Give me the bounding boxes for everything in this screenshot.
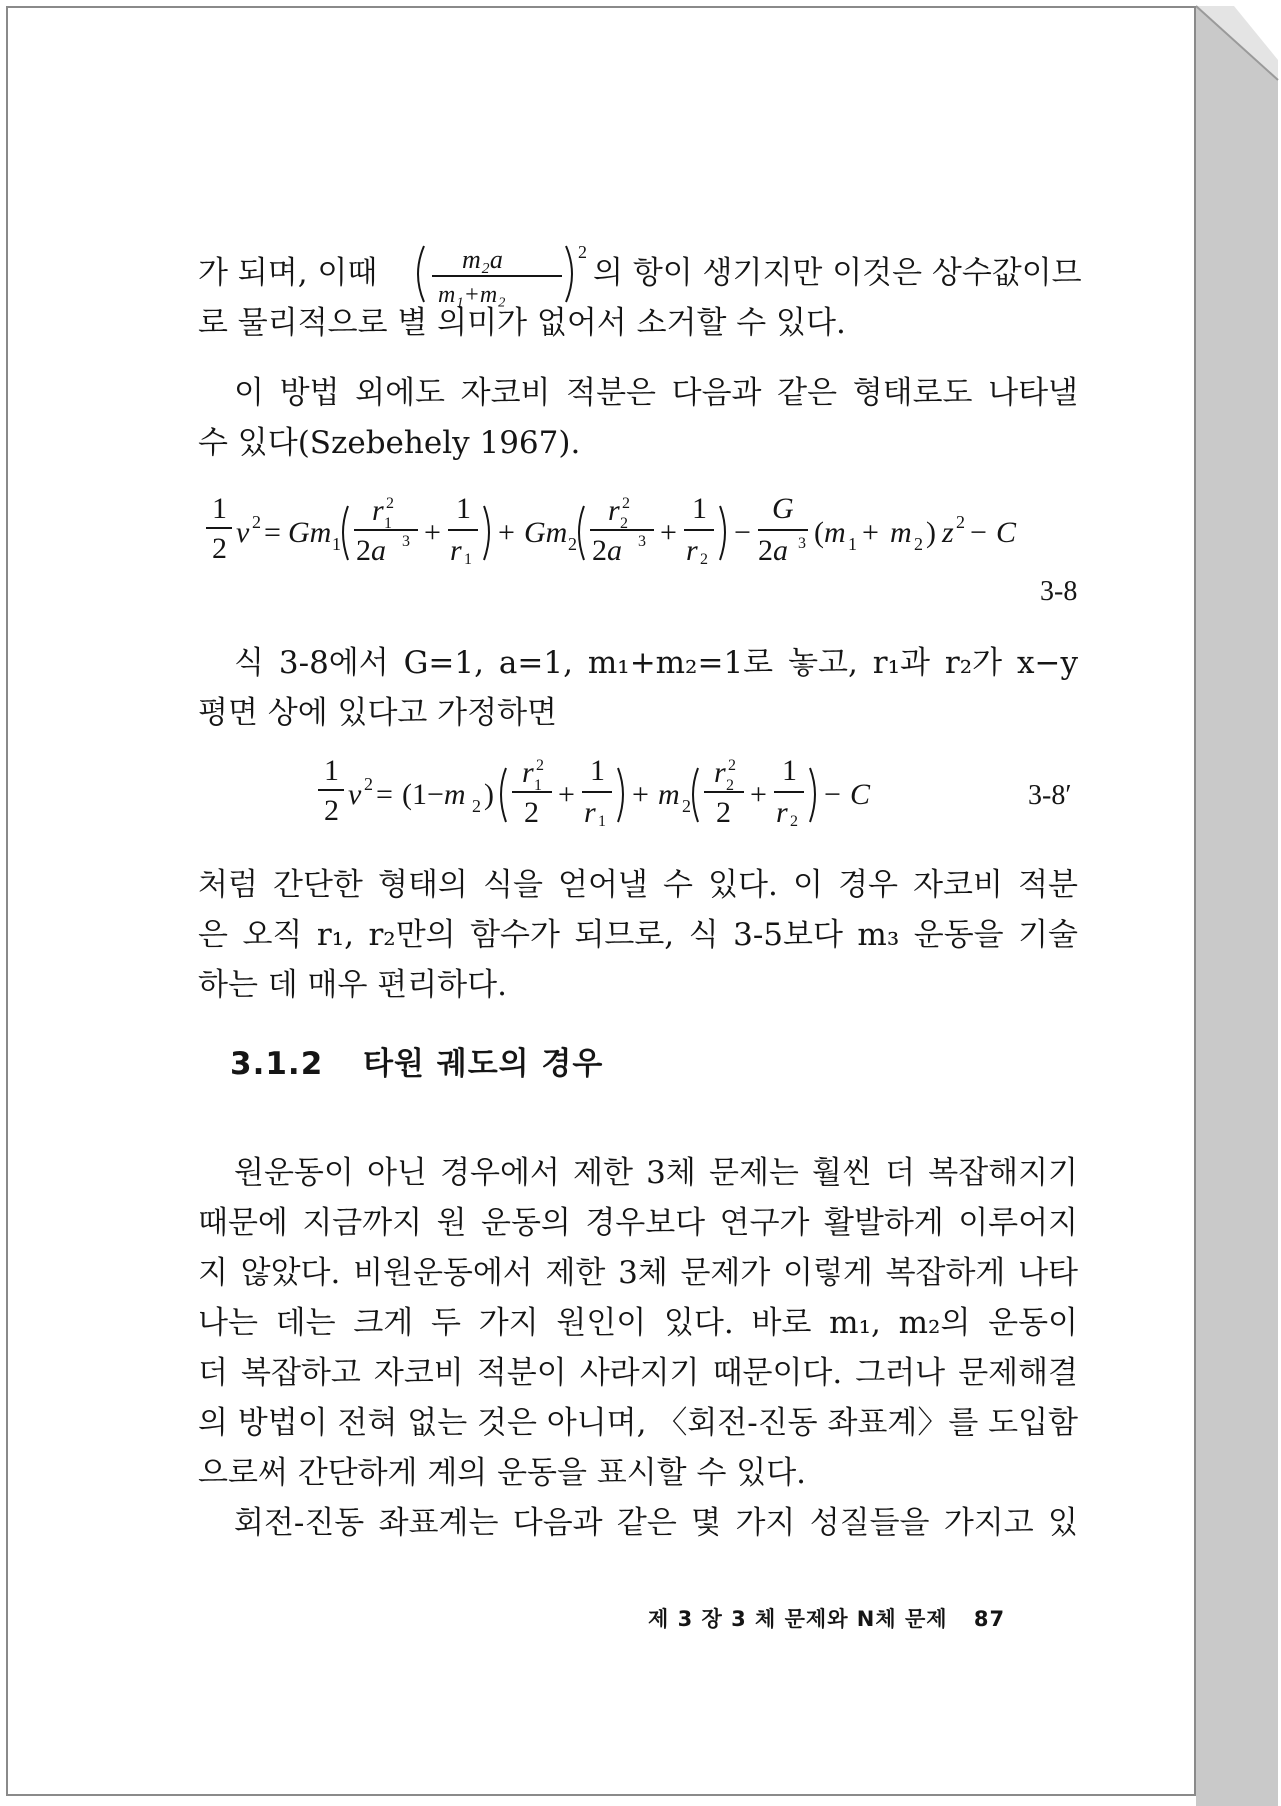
paragraph-5-line-6: 의 방법이 전혀 없는 것은 아니며, 〈회전-진동 좌표계〉를 도입함 — [198, 1405, 1078, 1441]
svg-text:1: 1 — [456, 492, 471, 525]
fraction-denominator: m₁+m₂ — [438, 282, 506, 308]
book-page — [6, 6, 1196, 1796]
equation-number-3-8-prime: 3-8′ — [1028, 780, 1072, 811]
svg-text:v: v — [236, 516, 250, 549]
paragraph-6 — [198, 1498, 1078, 1548]
paragraph-5 — [198, 1148, 1078, 1498]
footer-chapter: 제 3 장 3 체 문제와 N체 문제 — [648, 1607, 948, 1631]
svg-text:−: − — [734, 516, 751, 549]
svg-text:+: + — [424, 516, 441, 549]
svg-text:): ) — [484, 778, 494, 811]
paragraph-1-line-1-start: 가 되며, 이때 — [198, 255, 378, 291]
svg-text:1: 1 — [332, 534, 341, 554]
svg-text:): ) — [926, 516, 936, 549]
svg-text:1: 1 — [782, 754, 797, 787]
svg-text:1: 1 — [598, 813, 606, 830]
svg-text:(m: (m — [814, 516, 846, 549]
svg-text:2: 2 — [620, 515, 628, 532]
fraction-numerator: m₂a — [462, 245, 503, 274]
paragraph-2-line-1: 이 방법 외에도 자코비 적분은 다음과 같은 형태로도 나타낼 — [234, 375, 1078, 411]
inline-fraction — [408, 240, 608, 310]
paragraph-1 — [198, 248, 1082, 348]
svg-text:2a: 2a — [758, 534, 788, 567]
svg-text:2: 2 — [716, 796, 731, 829]
svg-text:r: r — [450, 534, 462, 567]
svg-text:2: 2 — [700, 551, 708, 568]
svg-text:3: 3 — [402, 533, 410, 550]
equation-3-8-prime — [314, 750, 934, 830]
paragraph-1-line-1-end: 의 항이 생기지만 이것은 상수값이므 — [593, 255, 1082, 291]
svg-text:r: r — [584, 796, 596, 829]
svg-text:r: r — [776, 796, 788, 829]
svg-text:m: m — [890, 516, 912, 549]
svg-text:1: 1 — [590, 754, 605, 787]
svg-text:2: 2 — [536, 757, 544, 774]
svg-text:+: + — [862, 516, 879, 549]
svg-text:1: 1 — [534, 777, 542, 794]
svg-text:1: 1 — [212, 492, 227, 525]
paragraph-3 — [198, 638, 1078, 738]
svg-text:2: 2 — [682, 796, 691, 816]
svg-text:3: 3 — [798, 535, 806, 552]
svg-text:2: 2 — [956, 512, 965, 532]
paragraph-5-line-5: 더 복잡하고 자코비 적분이 사라지기 때문이다. 그러나 문제해결 — [198, 1355, 1078, 1391]
svg-text:2: 2 — [914, 534, 923, 554]
equation-3-8 — [202, 488, 1102, 568]
svg-text:r: r — [686, 534, 698, 567]
svg-text:2a: 2a — [356, 534, 386, 567]
svg-text:r: r — [608, 494, 620, 527]
svg-text:2: 2 — [790, 813, 798, 830]
svg-text:+: + — [750, 778, 767, 811]
svg-text:r: r — [372, 494, 384, 527]
paragraph-4-line-3: 하는 데 매우 편리하다. — [198, 967, 507, 1003]
svg-text:+: + — [660, 516, 677, 549]
paragraph-5-line-3: 지 않았다. 비원운동에서 제한 3체 문제가 이렇게 복잡하게 나타 — [198, 1255, 1078, 1291]
svg-text:−: − — [824, 778, 841, 811]
paragraph-5-line-4: 나는 데는 크게 두 가지 원인이 있다. 바로 m₁, m₂의 운동이 — [198, 1305, 1078, 1341]
svg-text:r: r — [522, 756, 534, 789]
svg-text:1: 1 — [384, 515, 392, 532]
svg-text:+: + — [632, 778, 649, 811]
svg-text:2: 2 — [622, 495, 630, 512]
fraction-exponent: 2 — [578, 242, 587, 262]
svg-text:2: 2 — [324, 794, 339, 827]
paragraph-4-line-2: 은 오직 r₁, r₂만의 함수가 되므로, 식 3-5보다 m₃ 운동을 기술 — [198, 917, 1078, 953]
svg-text:−: − — [970, 516, 987, 549]
paragraph-5-line-1: 원운동이 아닌 경우에서 제한 3체 문제는 훨씬 더 복잡해지기 — [234, 1155, 1078, 1191]
svg-text:C: C — [996, 516, 1017, 549]
paragraph-4-line-1: 처럼 간단한 형태의 식을 얻어낼 수 있다. 이 경우 자코비 적분 — [198, 867, 1078, 903]
section-number: 3.1.2 — [230, 1046, 324, 1082]
svg-text:+: + — [558, 778, 575, 811]
paragraph-1-line-2: 로 물리적으로 별 의미가 없어서 소거할 수 있다. — [198, 305, 846, 341]
svg-text:3: 3 — [638, 533, 646, 550]
svg-text:1: 1 — [324, 754, 339, 787]
section-heading — [230, 1038, 603, 1083]
svg-text:2: 2 — [212, 532, 227, 565]
svg-text:z: z — [942, 516, 954, 549]
svg-text:2a: 2a — [592, 534, 622, 567]
paragraph-4 — [198, 860, 1078, 1010]
paragraph-6-line-1: 회전-진동 좌표계는 다음과 같은 몇 가지 성질들을 가지고 있 — [234, 1505, 1078, 1541]
svg-text:2: 2 — [472, 796, 481, 816]
svg-text:m: m — [658, 778, 680, 811]
paragraph-2 — [198, 368, 1078, 468]
paragraph-3-line-2: 평면 상에 있다고 가정하면 — [198, 695, 557, 731]
section-title: 타원 궤도의 경우 — [363, 1046, 604, 1082]
equation-number-3-8: 3-8 — [1040, 576, 1078, 607]
svg-text:1: 1 — [692, 492, 707, 525]
svg-text:Gm: Gm — [524, 516, 568, 549]
svg-text:2: 2 — [252, 512, 261, 532]
svg-text:+: + — [498, 516, 515, 549]
page-footer — [648, 1603, 1005, 1633]
svg-text:=: = — [264, 516, 281, 549]
svg-text:2: 2 — [728, 757, 736, 774]
svg-text:1: 1 — [464, 551, 472, 568]
svg-text:2: 2 — [364, 774, 373, 794]
page-number: 87 — [973, 1607, 1006, 1631]
svg-text:r: r — [714, 756, 726, 789]
svg-text:2: 2 — [386, 495, 394, 512]
svg-text:2: 2 — [524, 796, 539, 829]
svg-text:2: 2 — [726, 777, 734, 794]
svg-text:2: 2 — [568, 534, 577, 554]
svg-text:G: G — [772, 492, 794, 525]
paragraph-2-line-2: 수 있다(Szebehely 1967). — [198, 425, 581, 461]
paragraph-3-line-1: 식 3-8에서 G=1, a=1, m₁+m₂=1로 놓고, r₁과 r₂가 x−y — [234, 645, 1078, 681]
paragraph-5-line-2: 때문에 지금까지 원 운동의 경우보다 연구가 활발하게 이루어지 — [198, 1205, 1078, 1241]
svg-text:1: 1 — [848, 534, 857, 554]
paragraph-5-line-7: 으로써 간단하게 계의 운동을 표시할 수 있다. — [198, 1455, 807, 1491]
svg-text:Gm: Gm — [288, 516, 332, 549]
svg-text:(1−m: (1−m — [402, 778, 466, 811]
svg-text:v: v — [348, 778, 362, 811]
svg-text:=: = — [376, 778, 393, 811]
svg-text:C: C — [850, 778, 871, 811]
